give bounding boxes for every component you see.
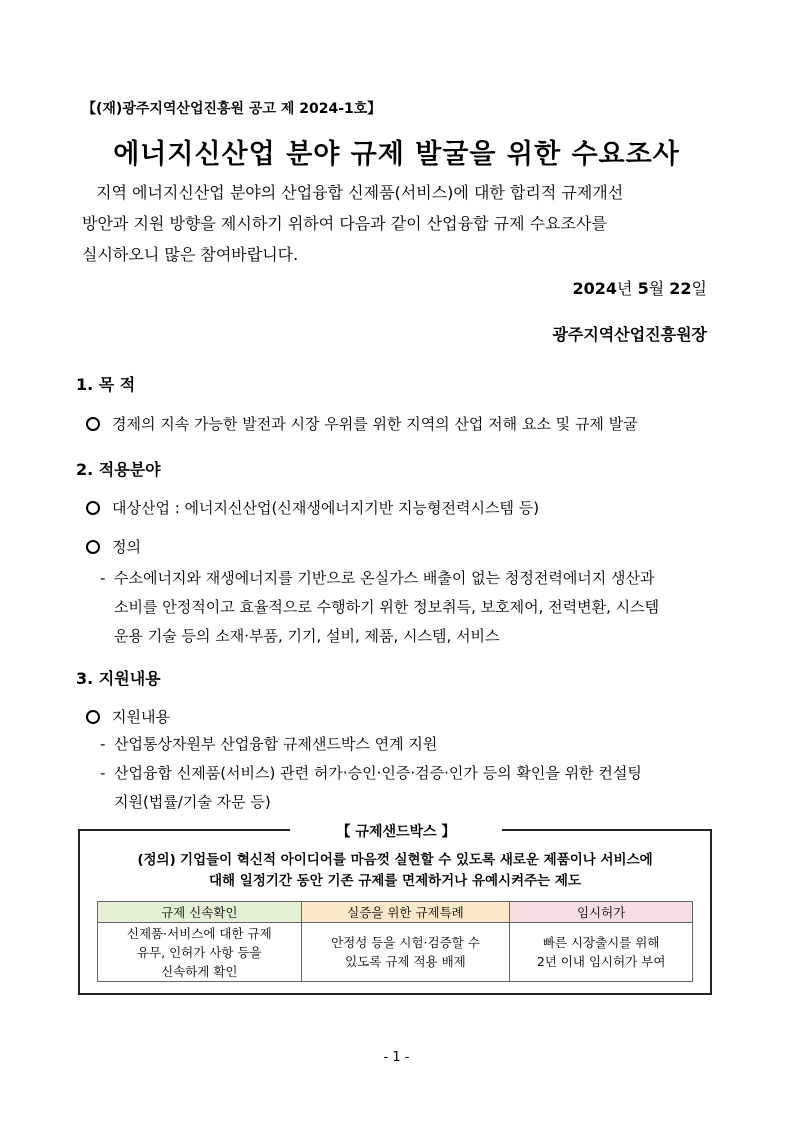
table-header-row [98, 902, 693, 923]
table-row [98, 923, 693, 982]
sandbox-def-line-2: 대해 일정기간 동안 기존 규제를 면제하거나 유예시켜주는 제도 [209, 873, 581, 889]
section-3-bullet-text: 지원내용 [112, 708, 170, 726]
sandbox-table [97, 901, 693, 982]
support-item-2-line-2: 지원(법률/기술 자문 등) [114, 793, 271, 811]
col-header-quick-check: 규제 신속확인 [98, 902, 302, 923]
section-3-bullet [86, 706, 170, 727]
sandbox-definition [82, 850, 708, 892]
page-number: - 1 - [383, 1050, 410, 1065]
cell-temp-permit [510, 923, 693, 982]
date-year-unit: 년 [617, 279, 633, 298]
section-3-item-1 [100, 730, 712, 759]
intro-paragraph [82, 177, 710, 270]
section-2-bullet-1-text: 대상산업 : 에너지신산업(신재생에너지기반 지능형전력시스템 등) [112, 499, 540, 517]
support-item-2-line-1: 산업융합 신제품(서비스) 관련 허가·승인·인증·검증·인가 등의 확인을 위한 컨설팅 [114, 764, 642, 782]
notice-number: 【(재)광주지역산업진흥원 공고 제 2024-1호】 [82, 101, 382, 117]
bullet-circle-icon [86, 501, 100, 515]
dash-mark: - [100, 764, 106, 782]
cell-line: 빠른 시장출시를 위해 [542, 935, 660, 950]
definition-line-3: 운용 기술 등의 소재·부품, 기기, 설비, 제품, 시스템, 서비스 [114, 627, 500, 645]
intro-line-1: 지역 에너지신산업 분야의 산업융합 신제품(서비스)에 대한 합리적 규제개선 [96, 183, 624, 202]
support-item-1: 산업통상자원부 산업융합 규제샌드박스 연계 지원 [114, 735, 438, 753]
bullet-circle-icon [86, 417, 100, 431]
cell-line: 안정성 등을 시험·검증할 수 [331, 935, 480, 950]
cell-line: 있도록 규제 적용 배제 [345, 954, 466, 969]
cell-line: 신제품·서비스에 대한 규제 [126, 925, 272, 941]
intro-line-2: 방안과 지원 방향을 제시하기 위하여 다음과 같이 산업융합 규제 수요조사를 [82, 214, 607, 233]
col-header-temp-permit: 임시허가 [510, 902, 693, 923]
section-1-bullet [86, 413, 638, 434]
definition-line-2: 소비를 안정적이고 효율적으로 수행하기 위한 정보취득, 보호제어, 전력변환, 시스템 [114, 598, 660, 616]
intro-line-3: 실시하오니 많은 참여바랍니다. [82, 245, 299, 264]
date-month-unit: 월 [648, 279, 665, 298]
sandbox-def-prefix: (정의) [137, 852, 176, 868]
date-year: 2024 [572, 279, 617, 298]
dash-mark: - [100, 735, 106, 753]
section-1-bullet-text: 경제의 지속 가능한 발전과 시장 우위를 위한 지역의 산업 저해 요소 및 규제 발굴 [112, 415, 638, 433]
sandbox-def-line-1: 기업들이 혁신적 아이디어를 마음껏 실현할 수 있도록 새로운 제품이나 서비스에 [180, 852, 653, 868]
cell-demo-exception [301, 923, 510, 982]
bullet-circle-icon [86, 540, 100, 554]
section-3-item-2 [100, 759, 712, 817]
col-header-demo-exception: 실증을 위한 규제특례 [301, 902, 510, 923]
dash-mark: - [100, 569, 106, 587]
date-month: 5 [637, 279, 649, 298]
cell-line: 유무, 인허가 사항 등을 [137, 944, 262, 960]
section-2-bullet-2-text: 정의 [112, 538, 141, 556]
section-3-heading: 3. 지원내용 [76, 669, 161, 688]
page-title: 에너지신산업 분야 규제 발굴을 위한 수요조사 [113, 139, 680, 170]
section-1-heading: 1. 목 적 [76, 375, 136, 394]
date-day-unit: 일 [691, 279, 707, 298]
bullet-circle-icon [86, 710, 100, 724]
section-2-definition [100, 564, 712, 651]
cell-line: 2년 이내 임시허가 부여 [536, 954, 666, 969]
issuer-name: 광주지역산업진흥원장 [552, 325, 707, 344]
section-2-bullet-2 [86, 536, 141, 557]
section-2-bullet-1 [86, 497, 539, 518]
definition-line-1: 수소에너지와 재생에너지를 기반으로 온실가스 배출이 없는 청정전력에너지 생산과 [114, 569, 655, 587]
cell-line: 신속하게 확인 [161, 963, 238, 979]
notice-date [572, 276, 707, 299]
cell-quick-check [98, 923, 302, 982]
date-day: 22 [669, 279, 692, 298]
sandbox-label: 【 규제샌드박스 】 [290, 821, 502, 841]
section-2-heading: 2. 적용분야 [76, 460, 161, 479]
